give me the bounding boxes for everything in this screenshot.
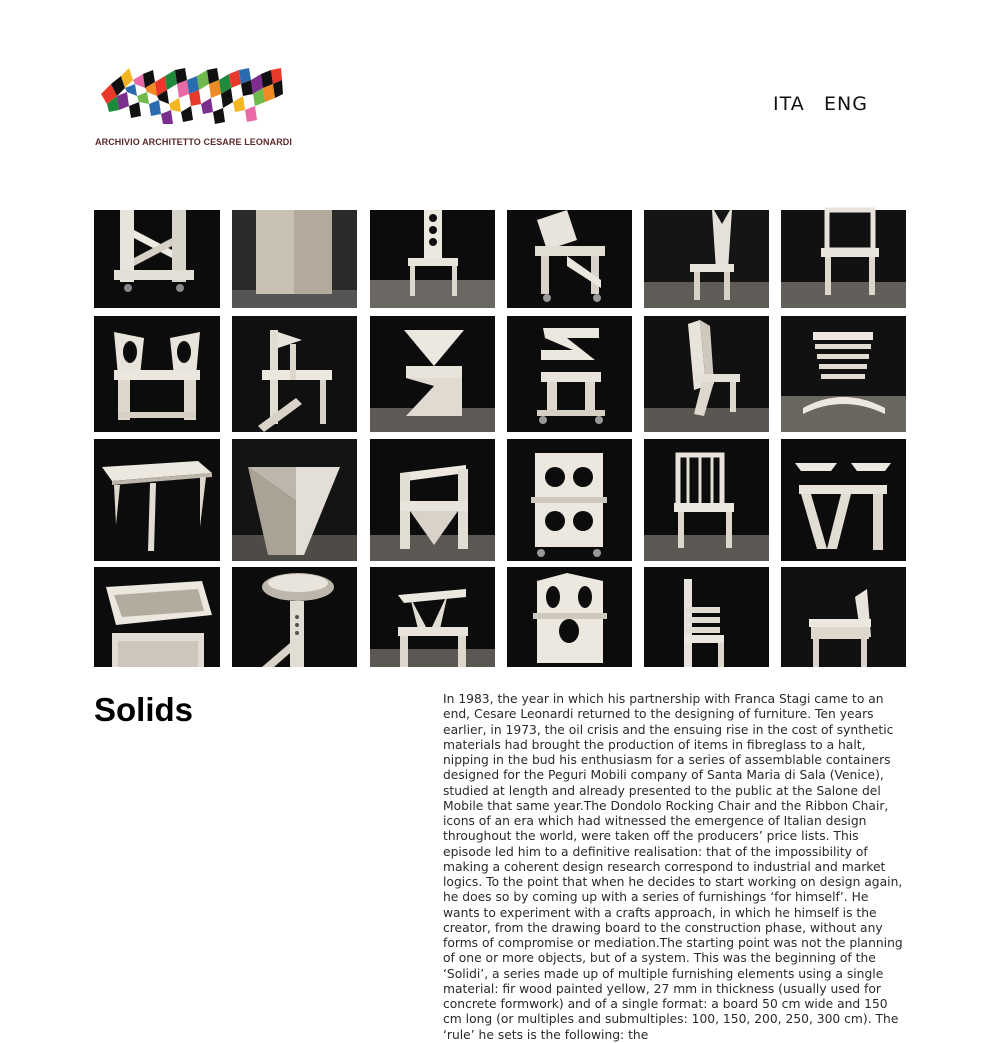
chair-photo-icon	[781, 439, 906, 561]
chair-photo-icon	[781, 316, 906, 432]
chair-photo-icon	[644, 567, 769, 667]
gallery-tile[interactable]	[781, 567, 906, 667]
language-ita-link[interactable]: ITA	[773, 93, 805, 115]
gallery-tile[interactable]	[644, 316, 769, 432]
chair-photo-icon	[370, 316, 495, 432]
gallery-tile[interactable]	[507, 316, 632, 432]
gallery-tile[interactable]	[507, 210, 632, 308]
chair-photo-icon	[232, 316, 357, 432]
gallery-tile[interactable]	[370, 210, 495, 308]
logo-mark-icon	[99, 66, 284, 126]
gallery-tile[interactable]	[781, 210, 906, 308]
gallery-grid	[94, 210, 906, 667]
chair-photo-icon	[507, 567, 632, 667]
gallery-tile[interactable]	[507, 439, 632, 561]
chair-photo-icon	[781, 567, 906, 667]
table-photo-icon	[94, 439, 220, 561]
gallery-tile[interactable]	[370, 439, 495, 561]
chair-photo-icon	[370, 567, 495, 667]
logo-text: ARCHIVIO ARCHITETTO CESARE LEONARDI	[95, 137, 293, 147]
chair-photo-icon	[507, 210, 632, 308]
gallery-tile[interactable]	[781, 439, 906, 561]
archive-logo[interactable]	[95, 66, 293, 150]
chair-photo-icon	[370, 210, 495, 308]
chair-photo-icon	[644, 210, 769, 308]
chair-photo-icon	[232, 439, 357, 561]
gallery-tile[interactable]	[232, 210, 357, 308]
gallery-tile[interactable]	[94, 316, 220, 432]
chair-photo-icon	[644, 316, 769, 432]
cube-photo-icon	[232, 210, 357, 308]
description-text	[443, 692, 908, 1042]
gallery-tile[interactable]	[507, 567, 632, 667]
gallery-tile[interactable]	[644, 439, 769, 561]
language-eng-link[interactable]: ENG	[824, 93, 868, 115]
page-title: Solids	[94, 691, 194, 728]
gallery-tile[interactable]	[232, 316, 357, 432]
chair-photo-icon	[232, 567, 357, 667]
gallery-tile[interactable]	[232, 439, 357, 561]
gallery-tile[interactable]	[232, 567, 357, 667]
chair-photo-icon	[781, 210, 906, 308]
description-paragraph: In 1983, the year in which his partnership with Franca Stagi came to an end, Cesare Leonardi returned to the designing of furniture. Ten years earlier, in 1973, the oil crisis and the ensuing rise in the cost of synthetic materials had brought the production of items in fibreglass to a halt, nipping in the bud his enthusiasm for a series of assemblable containers designed for the Peguri Mobili company of Santa Maria di Sala (Venice), studied at length and already presented to the public at the Salone del Mobile that same year.The Dondolo Rocking Chair and the Ribbon Chair, icons of an era which had witnessed the emergence of Italian design throughout the world, were taken off the producers’ price lists. This episode led him to a definitive realisation: that of the impossibility of making a coherent design research correspond to industrial and market logics. To the point that when he decides to start working on design again, he does so by coming up with a series of furnishings ‘for himself’. He wants to experiment with a crafts approach, in which he himself is the creator, from the drawing board to the construction phase, without any forms of compromise or mediation.The starting point was not the planning of one or more objects, but of a system. This was the beginning of the ‘Solidi’, a series made up of multiple furnishing elements using a single material: fir wood painted yellow, 27 mm in thickness (usually used for concrete formwork) and of a single format: a board 50 cm wide and 150 cm long (or multiples and submultiples: 100, 150, 200, 250, 300 cm). The ‘rule’ he sets is the following: the	[443, 692, 903, 1042]
chair-photo-icon	[94, 567, 220, 667]
chair-photo-icon	[94, 316, 220, 432]
gallery-tile[interactable]	[370, 567, 495, 667]
chair-photo-icon	[507, 316, 632, 432]
chair-photo-icon	[94, 210, 220, 308]
chair-photo-icon	[370, 439, 495, 561]
gallery-tile[interactable]	[94, 210, 220, 308]
gallery-tile[interactable]	[370, 316, 495, 432]
gallery-tile[interactable]	[781, 316, 906, 432]
gallery-tile[interactable]	[644, 210, 769, 308]
chair-photo-icon	[507, 439, 632, 561]
chair-photo-icon	[644, 439, 769, 561]
gallery-tile[interactable]	[644, 567, 769, 667]
gallery-tile[interactable]	[94, 567, 220, 667]
gallery-tile[interactable]	[94, 439, 220, 561]
